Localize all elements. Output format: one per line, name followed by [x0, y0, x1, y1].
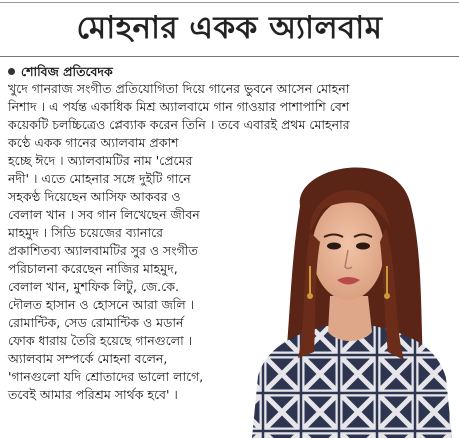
eye — [356, 243, 370, 250]
body-line: মাহমুদ । সিডি চয়েজের ব্যানারে — [8, 225, 164, 240]
bullet-icon — [8, 68, 15, 75]
headline: মোহনার একক অ্যালবাম — [76, 10, 383, 46]
neck — [328, 296, 372, 341]
body-line: প্রকাশিতব্য অ্যালবামটির সুর ও সংগীত — [8, 243, 198, 258]
singer-illustration — [244, 146, 456, 438]
body-line: বেলাল খান । সব গান লিখেছেন জীবন — [8, 207, 200, 222]
body-line: নদী' । এতে মোহনার সঙ্গে দুইটি গানে — [8, 171, 191, 186]
body-line: কণ্ঠে একক গানের অ্যালবাম প্রকাশ — [8, 135, 179, 150]
singer-photo — [244, 146, 456, 438]
body-line: বেলাল খান, মুশফিক লিটু, জে.কে. — [8, 279, 179, 294]
body-line: অ্যালবাম সম্পর্কে মোহনা বলেন, — [8, 351, 168, 366]
body-line: তবেই আমার পরিশ্রম সার্থক হবে' । — [8, 387, 178, 402]
body-line: নিশাদ । এ পর্যন্ত একাধিক মিশ্র অ্যালবামে গান গাওয়ার পাশাপাশি বেশ — [8, 99, 350, 114]
headline-rule — [0, 56, 459, 57]
body-line: রোমান্টিক, সেড রোমান্টিক ও মডার্ন — [8, 315, 184, 330]
body-line: পরিচালনা করেছেন নাজির মাহমুদ, — [8, 261, 178, 276]
earring — [307, 293, 313, 299]
body-line: সহকণ্ঠ দিয়েছেন আসিফ আকবর ও — [8, 189, 181, 204]
earring — [384, 293, 390, 299]
byline — [8, 63, 113, 81]
byline-text: শোবিজ প্রতিবেদক — [21, 64, 113, 79]
top-rule — [0, 0, 459, 4]
body-line: দৌলত হাসান ও হোসনে আরা জলি । — [8, 297, 195, 312]
body-line: ফোক ধারায় তৈরি হয়েছে গানগুলো । — [8, 333, 193, 348]
body-line: 'গানগুলো যদি শ্রোতাদের ভালো লাগে, — [8, 369, 204, 384]
eye — [327, 243, 341, 250]
body-line: কয়েকটি চলচ্চিত্রেও প্লেব্যাক করেন তিনি । তবে এবারই প্রথম মোহনার — [8, 117, 350, 132]
body-line: হচ্ছে ঈদে । অ্যালবামটির নাম 'প্রেমের — [8, 153, 193, 168]
body-line: খুদে গানরাজ সংগীত প্রতিযোগিতা দিয়ে গানের ভুবনে আসেন মোহনা — [8, 81, 350, 96]
